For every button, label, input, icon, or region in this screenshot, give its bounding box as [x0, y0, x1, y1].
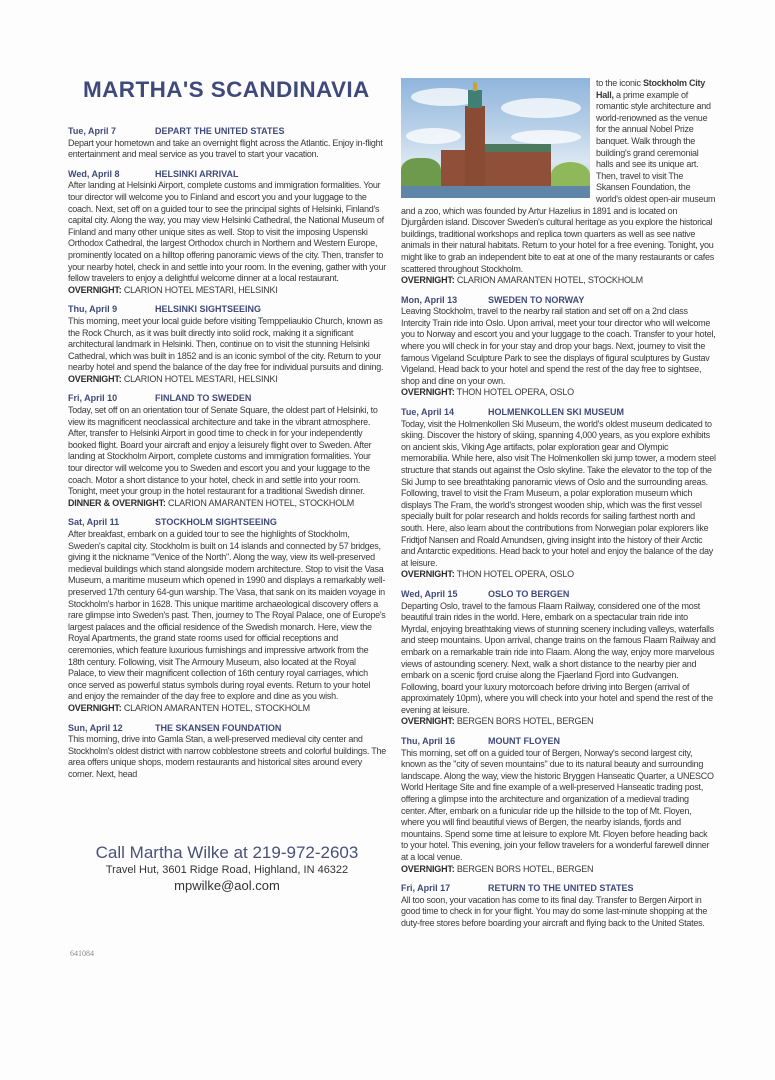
- day-description: This morning, drive into Gamla Stan, a well-preserved medieval city center and Stockholm's oldest district with narrow cobblestone streets and colorful buildings. The area offers unique shops, modern restaurants and historical sites around every corner. Next, head: [68, 734, 386, 779]
- overnight-label: OVERNIGHT:: [401, 275, 455, 286]
- contact-block: [68, 843, 386, 894]
- day-heading: MOUNT FLOYEN: [488, 736, 560, 747]
- day-header: [68, 169, 386, 181]
- day-header: [68, 126, 386, 138]
- cloud-shape: [511, 130, 581, 144]
- day-date: Sat, April 11: [68, 517, 120, 528]
- left-column: [68, 76, 386, 788]
- overnight-label: DINNER & OVERNIGHT:: [68, 497, 166, 508]
- day-description: Depart your hometown and take an overnight flight across the Atlantic. Enjoy in-flight entertainment and meal service as you travel to start your vacation.: [68, 137, 383, 160]
- day-header: [68, 393, 386, 405]
- day-heading: HOLMENKOLLEN SKI MUSEUM: [488, 407, 624, 418]
- day-heading: HELSINKI ARRIVAL: [155, 168, 239, 179]
- day-heading: STOCKHOLM SIGHTSEEING: [155, 517, 277, 528]
- day-description: Leaving Stockholm, travel to the nearby rail station and set off on a 2nd class Intercity Train ride into Oslo. Upon arrival, meet your tour director who will welcome you to Norway and escort you and your luggage to the coach. Transfer to your hotel, where you will check in for your stay and drop your bags. Next, journey to visit the famous Vigeland Sculpture Park to see the displays of figural sculptures by Gustav Vigeland. Head back to your hotel and spend the rest of the day free to sightsee, shop and dine on your own.: [401, 306, 716, 386]
- overnight-line: [401, 864, 716, 876]
- day-date: Thu, April 9: [68, 304, 118, 315]
- day-header: [401, 883, 716, 895]
- day-description: This morning, set off on a guided tour of Bergen, Norway's second largest city, known as the "city of seven mountains" due to its natural beauty and surrounding landscape. Along the way, view the historic Bryggen Hanseatic Quarter, a UNESCO World Heritage Site and fine example of a well-preserved Hanseatic trading post, offering a glimpse into the architecture and organization of a medieval trading center. After, embark on a funicular ride up the hillside to the top of Mt. Floyen, where you will find beautiful views of Bergen, the nearby islands, fjords and mountains. Spend some time at leisure to explore Mt. Floyen before heading back to your hotel. This evening, join your fellow travelers for a wonderful farewell dinner at a local venue.: [401, 747, 714, 862]
- overnight-hotel: CLARION HOTEL MESTARI, HELSINKI: [123, 373, 278, 384]
- overnight-label: OVERNIGHT:: [401, 716, 455, 727]
- day-description: Today, set off on an orientation tour of Senate Square, the oldest part of Helsinki, to view its magnificent neoclassical architecture and take in the vibrant atmosphere. After, transfer to Helsinki Airport in good time to check in for your independently booked flight. Board your aircraft and enjoy a leisurely flight over to Sweden. After landing at Stockholm Airport, complete customs and immigration formalities. Your tour director will welcome you to Sweden and escort you and your luggage to the coach. Motor a short distance to your hotel, check in and settle into your room. Tonight, meet your group in the hotel restaurant for a traditional Swedish dinner.: [68, 405, 378, 497]
- day-section: [401, 883, 716, 929]
- day-section: [68, 723, 386, 781]
- day-date: Wed, April 15: [401, 588, 458, 599]
- continued-text: to the iconic: [596, 78, 644, 88]
- overnight-hotel: BERGEN BORS HOTEL, BERGEN: [456, 716, 594, 727]
- day-header: [68, 304, 386, 316]
- tower-top-shape: [468, 90, 482, 108]
- day-date: Tue, April 14: [401, 407, 455, 418]
- day-date: Thu, April 16: [401, 736, 456, 747]
- overnight-hotel: CLARION HOTEL MESTARI, HELSINKI: [123, 284, 278, 295]
- day-date: Mon, April 13: [401, 294, 458, 305]
- stockholm-city-hall-photo: [401, 78, 590, 198]
- overnight-hotel: CLARION AMARANTEN HOTEL, STOCKHOLM: [456, 275, 643, 286]
- day-description: Departing Oslo, travel to the famous Flaam Railway, considered one of the most beautiful train rides in the world. Here, embark on a spectacular train ride into Myrdal, enjoying breathtaking views of stunning scenery including valleys, waterfalls and steep mountains. Upon arrival, change trains on the famous Flaam Railway and embark on a remarkable train ride into Flaam. Along the way, enjoy more marvelous views of astounding scenery. Next, walk a short distance to the nearby pier and embark on a scenic fjord cruise along the Fjaerland Fjord into Gudvangen. Following, board your luxury motorcoach before driving into Bergen (arrival of approximately 10pm), where you will check into your hotel and spend the rest of the evening at leisure.: [401, 600, 716, 715]
- day-date: Sun, April 12: [68, 722, 123, 733]
- cloud-shape: [406, 128, 461, 144]
- tower-shape: [465, 106, 485, 188]
- day-date: Tue, April 7: [68, 126, 117, 136]
- day-date: Fri, April 10: [68, 393, 118, 404]
- trees-shape: [401, 158, 441, 188]
- day-header: [68, 517, 386, 529]
- day-heading: HELSINKI SIGHTSEEING: [155, 304, 262, 315]
- spire-shape: [473, 82, 477, 91]
- day-header: [401, 407, 716, 419]
- overnight-label: OVERNIGHT:: [401, 863, 455, 874]
- day-header: [401, 589, 716, 601]
- overnight-line: [401, 275, 716, 287]
- overnight-hotel: CLARION AMARANTEN HOTEL, STOCKHOLM: [168, 497, 355, 508]
- hall-building-shape: [441, 150, 551, 186]
- contact-address: Travel Hut, 3601 Ridge Road, Highland, IN 46322: [105, 864, 349, 876]
- continued-text: a prime example of romantic style architecture and world-renowned as the venue for the annual Nobel Prize banquet. Walk through the building's grand ceremonial halls and see its unique art. Then, travel to visit The Skansen Foundation, the world's oldest open-air museum and a zoo, which was founded by Artur Hazelius in 1891 and is located on Djurgården island. Discover Sweden's cultural heritage as you explore the historical buildings, traditional workshops and replica town quarters as well as see native animals in their natural habitats. Return to your hotel for a free evening. Tonight, you might like to grab an independent bite to eat at one of the many restaurants or cafes scattered throughout Stockholm.: [401, 89, 716, 274]
- overnight-hotel: BERGEN BORS HOTEL, BERGEN: [456, 863, 594, 874]
- day-header: [401, 295, 716, 307]
- page-title: MARTHA'S SCANDINAVIA: [83, 77, 370, 102]
- overnight-hotel: THON HOTEL OPERA, OSLO: [456, 387, 574, 398]
- cloud-shape: [501, 98, 581, 118]
- day-section: [68, 517, 386, 714]
- day-heading: RETURN TO THE UNITED STATES: [488, 883, 634, 894]
- overnight-label: OVERNIGHT:: [68, 702, 122, 713]
- day-heading: SWEDEN TO NORWAY: [488, 294, 585, 305]
- day-description: This morning, meet your local guide before visiting Temppeliaukio Church, known as the Rock Church, as it was built directly into solid rock, making it a significant architectural landmark in Helsinki. Then, continue on to visit the stunning Helsinki Cathedral, which was built in 1852 and is an iconic symbol of the city. Return to your nearby hotel and spend the balance of the day free for individual pursuits and dining.: [68, 315, 384, 373]
- overnight-hotel: CLARION AMARANTEN HOTEL, STOCKHOLM: [123, 702, 310, 713]
- day-heading: DEPART THE UNITED STATES: [155, 126, 285, 136]
- day-description: All too soon, your vacation has come to its final day. Transfer to Bergen Airport in good time to check in for your flight. You may do some last-minute shopping at the duty-free stores before boarding your aircraft and flying back to the United States.: [401, 894, 708, 928]
- overnight-label: OVERNIGHT:: [68, 373, 122, 384]
- day-section: [401, 407, 716, 581]
- right-column: [401, 78, 716, 938]
- day-section: [401, 589, 716, 728]
- day-date: Wed, April 8: [68, 168, 120, 179]
- overnight-hotel: THON HOTEL OPERA, OSLO: [456, 569, 574, 580]
- day-heading: FINLAND TO SWEDEN: [155, 393, 252, 404]
- day-section: [68, 126, 386, 161]
- overnight-line: [68, 285, 386, 297]
- day-description: Today, visit the Holmenkollen Ski Museum, the world's oldest museum dedicated to skiing. Discover the history of skiing, spanning 4,000 years, as you explore exhibits on ancient skis, Viking Age artifacts, polar exploration gear and Olympic memorabilia. While here, also visit The Holmenkollen ski jump tower, a modern steel structure that stands out against the Oslo skyline. Take the elevator to the top of the Ski Jump to see breathtaking panoramic views of Oslo and the surrounding areas. Following, travel to visit the Fram Museum, a polar exploration museum which displays The Fram, the world's strongest wooden ship, which was the first vessel specially built for polar research and holds records for sailing farthest north and south. Here, also learn about the contributions from Norwegian polar explorers like Fridtjof Nansen and Roald Amundsen, giving insight into the history of their Arctic and Antarctic expeditions. Head back to your hotel and enjoy the balance of the day at leisure.: [401, 418, 716, 568]
- overnight-line: [68, 703, 386, 715]
- continued-bold-text: Stockholm City Hall,: [596, 78, 706, 100]
- day-heading: THE SKANSEN FOUNDATION: [155, 722, 282, 733]
- overnight-line: [401, 387, 716, 399]
- document-code: 641084: [70, 949, 94, 958]
- contact-email[interactable]: mpwilke@aol.com: [174, 878, 280, 893]
- overnight-label: OVERNIGHT:: [68, 284, 122, 295]
- roof-shape: [485, 144, 551, 152]
- day-header: [68, 723, 386, 735]
- day-heading: OSLO TO BERGEN: [488, 588, 570, 599]
- day-section: [68, 393, 386, 509]
- overnight-line: [401, 569, 716, 581]
- overnight-label: OVERNIGHT:: [401, 387, 455, 398]
- day-date: Fri, April 17: [401, 883, 451, 894]
- day-description: After breakfast, embark on a guided tour to see the highlights of Stockholm, Sweden's capital city. Stockholm is built on 14 islands and connected by 57 bridges, giving it the nickname "Venice of the North". Along the way, view its well-preserved medieval buildings which stand alongside modern architecture. Stop to visit the Vasa Museum, a maritime museum which opened in 1990 and displays a remarkably well-preserved 17th century 64-gun warship. The Vasa, that sank on its maiden voyage in Stockholm's harbor in 1628. This unique maritime archaeological discovery offers a rare glimpse into Sweden's past. Then, journey to The Royal Palace, one of Europe's largest palaces and the official residence of the Swedish monarch. Here, view the Royal Apartments, the grand state rooms used for official receptions and ceremonies, which feature luxurious furnishings and impressive artwork from the 18th century. Following, visit The Armoury Museum, also located at the Royal Palace, to view their magnificent collection of 16th century royal carriages, which once served as powerful status symbols during royal events. Return to your hotel and enjoy the remainder of the day free to explore and dine as you wish.: [68, 529, 386, 702]
- contact-phone: Call Martha Wilke at 219-972-2603: [95, 843, 359, 862]
- trees-shape: [551, 162, 590, 188]
- day-section: [401, 295, 716, 399]
- overnight-line: [401, 716, 716, 728]
- overnight-label: OVERNIGHT:: [401, 569, 455, 580]
- day-section: [68, 169, 386, 297]
- overnight-line: [68, 374, 386, 386]
- day-description: After landing at Helsinki Airport, complete customs and immigration formalities. Your tour director will welcome you to Finland and escort you and your luggage to the coach. Next, set off on a guided tour to see the principal sights of Helsinki, Finland's capital city. Along the way, you may view Helsinki Cathedral, the National Museum of Finland and many other unique sites as well. Stop to visit the imposing Uspenski Orthodox Cathedral, the largest Orthodox church in Northern and Western Europe, prominently located on a hilltop offering panoramic views of the city. Then, transfer to your nearby hotel, check in and settle into your room. In the evening, gather with your fellow travelers to enjoy a delightful welcome dinner at a local restaurant.: [68, 180, 386, 284]
- day-section: [68, 304, 386, 385]
- day-header: [401, 736, 716, 748]
- water-shape: [401, 186, 590, 198]
- day-section: [401, 736, 716, 875]
- overnight-line: [68, 498, 386, 510]
